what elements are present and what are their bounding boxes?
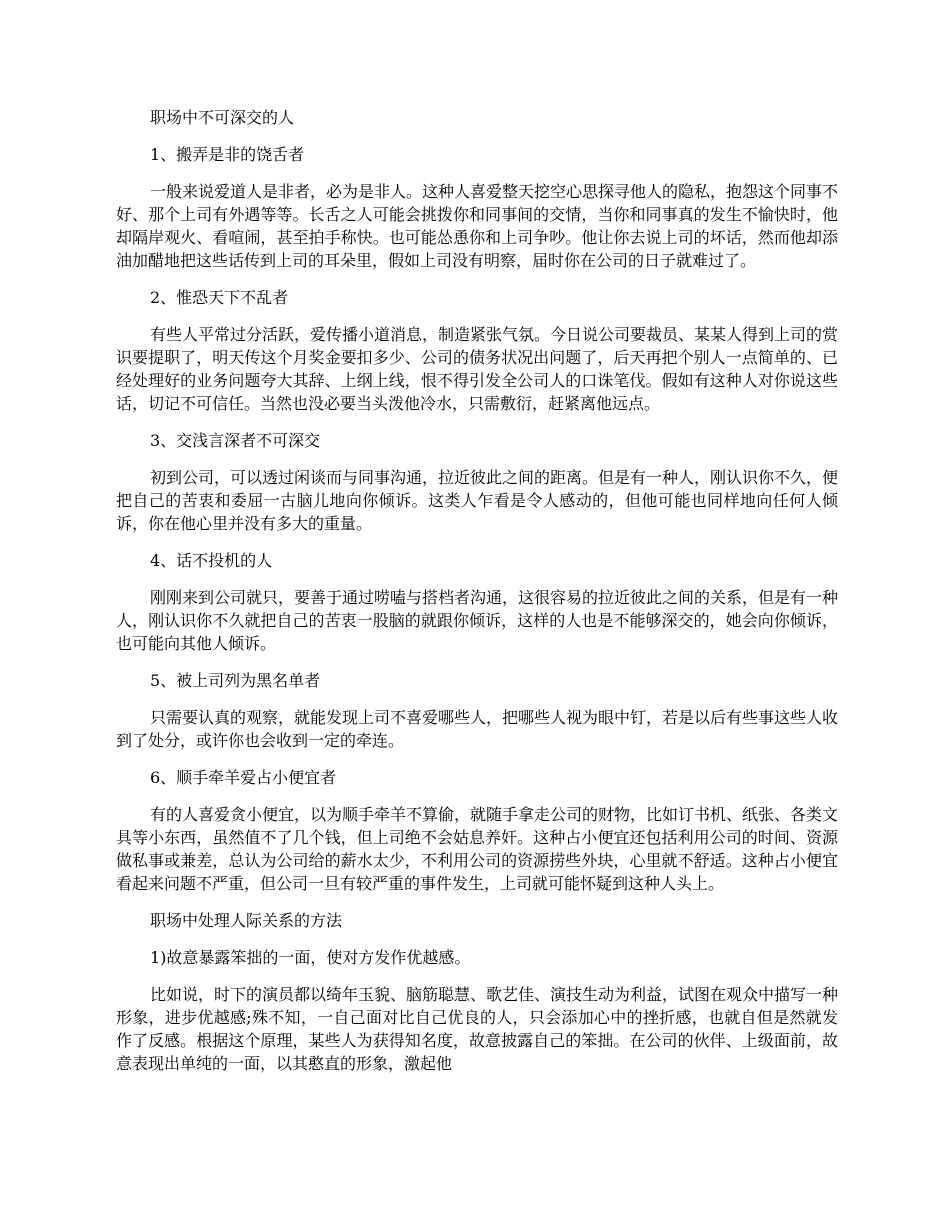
body-paragraph: 有些人平常过分活跃，爱传播小道消息，制造紧张气氛。今日说公司要裁员、某某人得到上司的赏识要提职了，明天传这个月奖金要扣多少、公司的债务状况出问题了，后天再把个别人一点简单的、已经处理好的业务问题夸大其辞、上纲上线，恨不得引发全公司人的口诛笔伐。假如有这种人对你说这些话，切记不可信任。当然也没必要当头泼他冷水，只需敷衍，赶紧离他远点。: [116, 325, 839, 413]
section-heading: 1)故意暴露笨拙的一面，使对方发作优越感。: [150, 948, 471, 967]
section-heading: 3、交浅言深者不可深交: [150, 431, 321, 450]
body-paragraph: 只需要认真的观察，就能发现上司不喜爱哪些人，把哪些人视为眼中钉，若是以后有些事这些人收到了处分，或许你也会收到一定的牵连。: [116, 708, 839, 750]
body-paragraph: 一般来说爱道人是非者，必为是非人。这种人喜爱整天挖空心思探寻他人的隐私，抱怨这个同事不好、那个上司有外遇等等。长舌之人可能会挑拨你和同事间的交情，当你和同事真的发生不愉快时，他却隔岸观火、看喧闹，甚至拍手称快。也可能怂恿你和上司争吵。他让你去说上司的坏话，然而他却添油加醋地把这些话传到上司的耳朵里，假如上司没有明察，届时你在公司的日子就难过了。: [116, 182, 839, 270]
section-heading: 5、被上司列为黑名单者: [150, 671, 321, 690]
body-paragraph: 比如说，时下的演员都以绮年玉貌、脑筋聪慧、歌艺佳、演技生动为利益，试图在观众中描写一种形象，进步优越感;殊不知，一自己面对比自己优良的人，只会添加心中的挫折感，也就自但是然就发作了反感。根据这个原理，某些人为获得知名度，故意披露自己的笨拙。在公司的伙伴、上级面前，故意表现出单纯的一面，以其憨直的形象，激起他: [116, 985, 839, 1073]
section-title: 职场中处理人际关系的方法: [150, 911, 343, 930]
section-heading: 1、搬弄是非的饶舌者: [150, 145, 305, 164]
document-title: 职场中不可深交的人: [150, 108, 295, 127]
document-page: [116, 106, 838, 1089]
section-heading: 2、惟恐天下不乱者: [150, 288, 289, 307]
body-paragraph: 刚刚来到公司就只，要善于通过唠嗑与搭档者沟通，这很容易的拉近彼此之间的关系，但是有一种人，刚认识你不久就把自己的苦衷一股脑的就跟你倾诉，这样的人也是不能够深交的，她会向你倾诉，也可能向其他人倾诉。: [116, 588, 839, 653]
section-heading: 6、顺手牵羊爱占小便宜者: [150, 768, 337, 787]
body-paragraph: 初到公司，可以透过闲谈而与同事沟通，拉近彼此之间的距离。但是有一种人，刚认识你不久，便把自己的苦衷和委屈一古脑儿地向你倾诉。这类人乍看是令人感动的，但他可能也同样地向任何人倾诉，你在他心里并没有多大的重量。: [116, 468, 839, 533]
section-heading: 4、话不投机的人: [150, 551, 273, 570]
body-paragraph: 有的人喜爱贪小便宜，以为顺手牵羊不算偷，就随手拿走公司的财物，比如订书机、纸张、各类文具等小东西，虽然值不了几个钱，但上司绝不会姑息养奸。这种占小便宜还包括利用公司的时间、资源做私事或兼差，总认为公司给的薪水太少，不利用公司的资源捞些外块，心里就不舒适。这种占小便宜看起来问题不严重，但公司一旦有较严重的事件发生，上司就可能怀疑到这种人头上。: [116, 805, 839, 893]
